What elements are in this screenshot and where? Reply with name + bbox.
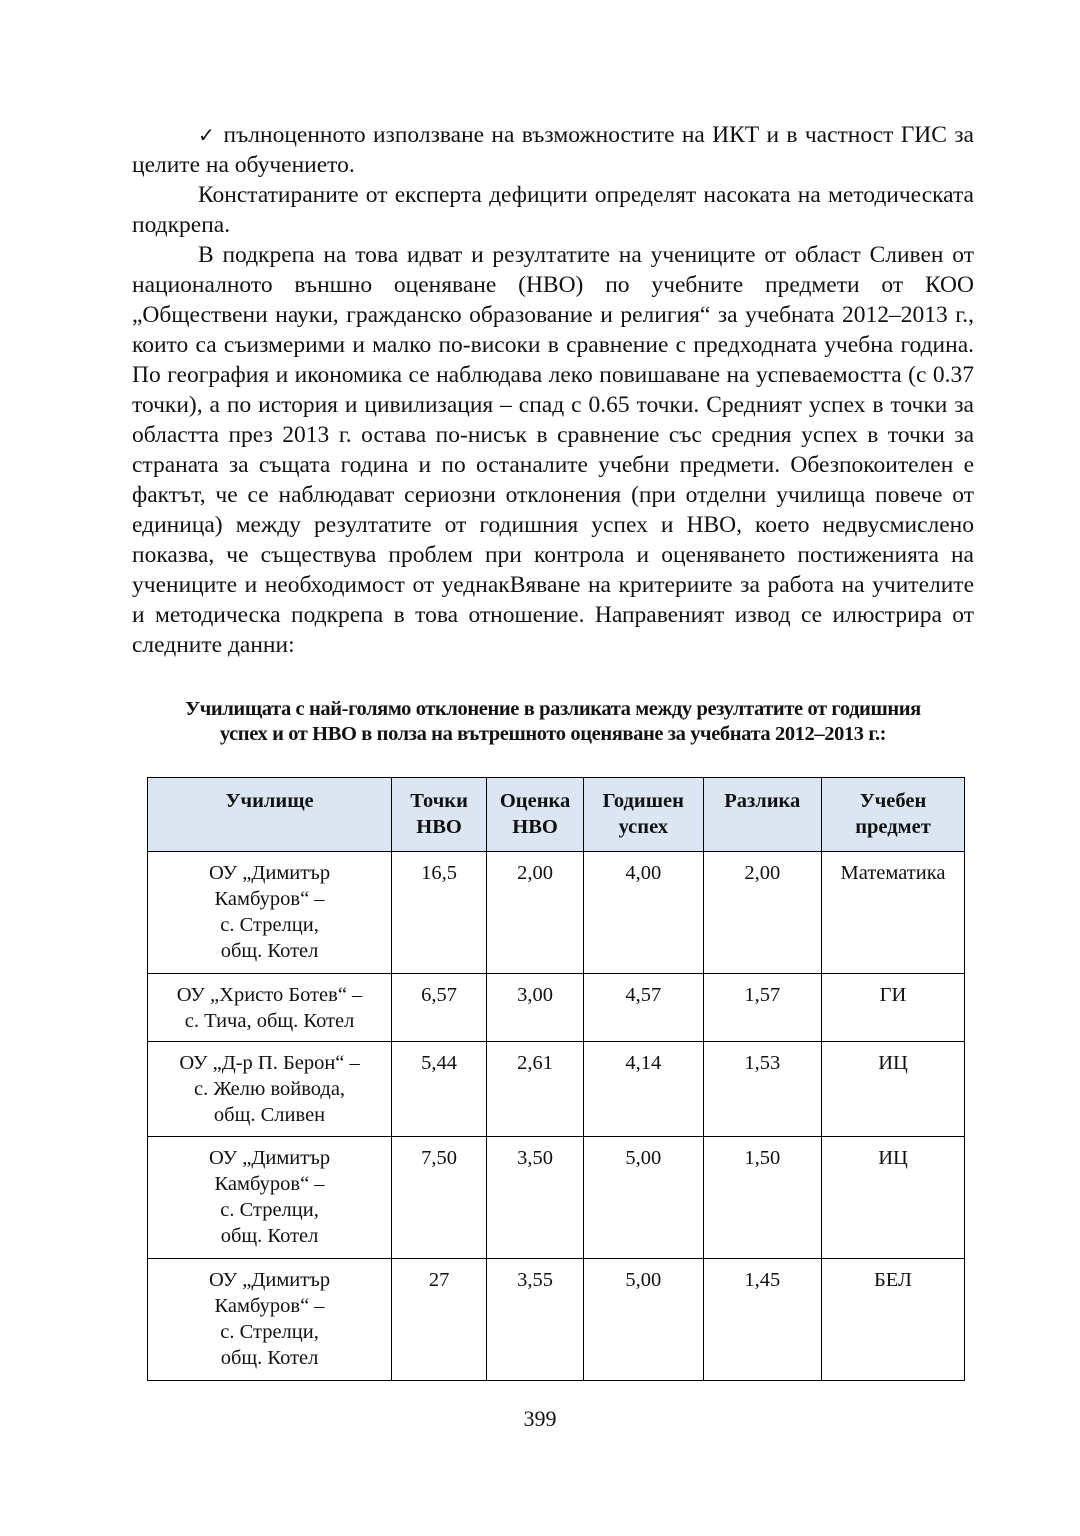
cell-points: 16,5 bbox=[392, 852, 487, 974]
cell-annual: 5,00 bbox=[584, 1137, 703, 1259]
table-row bbox=[148, 852, 965, 974]
cell-difference: 1,45 bbox=[703, 1259, 821, 1381]
table-caption bbox=[132, 697, 974, 747]
checkmark-icon: ✓ bbox=[198, 123, 217, 147]
schools-table bbox=[147, 777, 965, 1381]
table-header-row bbox=[148, 778, 965, 852]
cell-points: 27 bbox=[392, 1259, 487, 1381]
table-caption-line-1: Училищата с най-голямо отклонение в разликата между резултатите от годишния bbox=[185, 698, 921, 720]
cell-difference: 1,53 bbox=[703, 1042, 821, 1137]
paragraph-deficits: Констатираните от експерта дефицити определят насоката на методическата подкрепа. bbox=[132, 182, 974, 238]
cell-annual: 4,57 bbox=[584, 974, 703, 1042]
header-annual: Годишен успех bbox=[584, 778, 703, 852]
cell-annual: 4,14 bbox=[584, 1042, 703, 1137]
paragraph-ict-text: пълноценното използване на възможностите на ИКТ и в частност ГИС за целите на обучението. bbox=[132, 122, 974, 178]
header-points: Точки НВО bbox=[392, 778, 487, 852]
table-row bbox=[148, 1259, 965, 1381]
cell-grade: 3,55 bbox=[487, 1259, 584, 1381]
cell-points: 5,44 bbox=[392, 1042, 487, 1137]
cell-school: ОУ „Димитър Камбуров“ – с. Стрелци, общ. Котел bbox=[148, 852, 392, 974]
page-number: 399 bbox=[523, 1406, 557, 1431]
cell-difference: 1,50 bbox=[703, 1137, 821, 1259]
cell-annual: 5,00 bbox=[584, 1259, 703, 1381]
cell-grade: 3,50 bbox=[487, 1137, 584, 1259]
cell-subject: ГИ bbox=[822, 974, 965, 1042]
table-row bbox=[148, 1042, 965, 1137]
cell-school: ОУ „Димитър Камбуров“ – с. Стрелци, общ. Котел bbox=[148, 1259, 392, 1381]
header-school: Училище bbox=[148, 778, 392, 852]
header-subject: Учебен предмет bbox=[822, 778, 965, 852]
table-row bbox=[148, 974, 965, 1042]
cell-school: ОУ „Димитър Камбуров“ – с. Стрелци, общ. Котел bbox=[148, 1137, 392, 1259]
cell-points: 7,50 bbox=[392, 1137, 487, 1259]
cell-difference: 2,00 bbox=[703, 852, 821, 974]
header-grade: Оценка НВО bbox=[487, 778, 584, 852]
table-caption-line-2: успех и от НВО в полза на вътрешното оценяване за учебната 2012–2013 г.: bbox=[219, 723, 887, 745]
cell-annual: 4,00 bbox=[584, 852, 703, 974]
header-difference: Разлика bbox=[703, 778, 821, 852]
body-text bbox=[132, 120, 974, 660]
cell-subject: ИЦ bbox=[822, 1042, 965, 1137]
cell-grade: 2,61 bbox=[487, 1042, 584, 1137]
cell-difference: 1,57 bbox=[703, 974, 821, 1042]
cell-subject: Математика bbox=[822, 852, 965, 974]
cell-points: 6,57 bbox=[392, 974, 487, 1042]
paragraph-ict bbox=[132, 120, 974, 180]
cell-grade: 3,00 bbox=[487, 974, 584, 1042]
cell-subject: БЕЛ bbox=[822, 1259, 965, 1381]
cell-grade: 2,00 bbox=[487, 852, 584, 974]
table-row bbox=[148, 1137, 965, 1259]
paragraph-results: В подкрепа на това идват и резултатите на учениците от област Сливен от националното външно оценяване (НВО) по учебните предмети от КОО „Обществени науки, гражданско образование и религия“ за учебната 2012–2013 г., които са съизмерими и малко по-високи в сравнение с предходната учебна година. По география и икономика се наблюдава леко повишаване на успеваемостта (с 0.37 точки), а по история и цивилизация – спад с 0.65 точки. Средният успех в точки за областта през 2013 г. остава по-нисък в сравнение със средния успех в точки за страната за същата година и по останалите учебни предмети. Обезпокоителен е фактът, че се наблюдават сериозни отклонения (при отделни училища повече от единица) между резултатите от годишния успех и НВО, което недвусмислено показва, че съществува проблем при контрола и оценяването постиженията на учениците и необходимост от уеднакВяване на критериите за работа на учителите и методическа подкрепа в това отношение. Направеният извод се илюстрира от следните данни: bbox=[132, 242, 974, 658]
cell-subject: ИЦ bbox=[822, 1137, 965, 1259]
cell-school: ОУ „Христо Ботев“ – с. Тича, общ. Котел bbox=[148, 974, 392, 1042]
cell-school: ОУ „Д-р П. Берон“ – с. Желю войвода, общ. Сливен bbox=[148, 1042, 392, 1137]
